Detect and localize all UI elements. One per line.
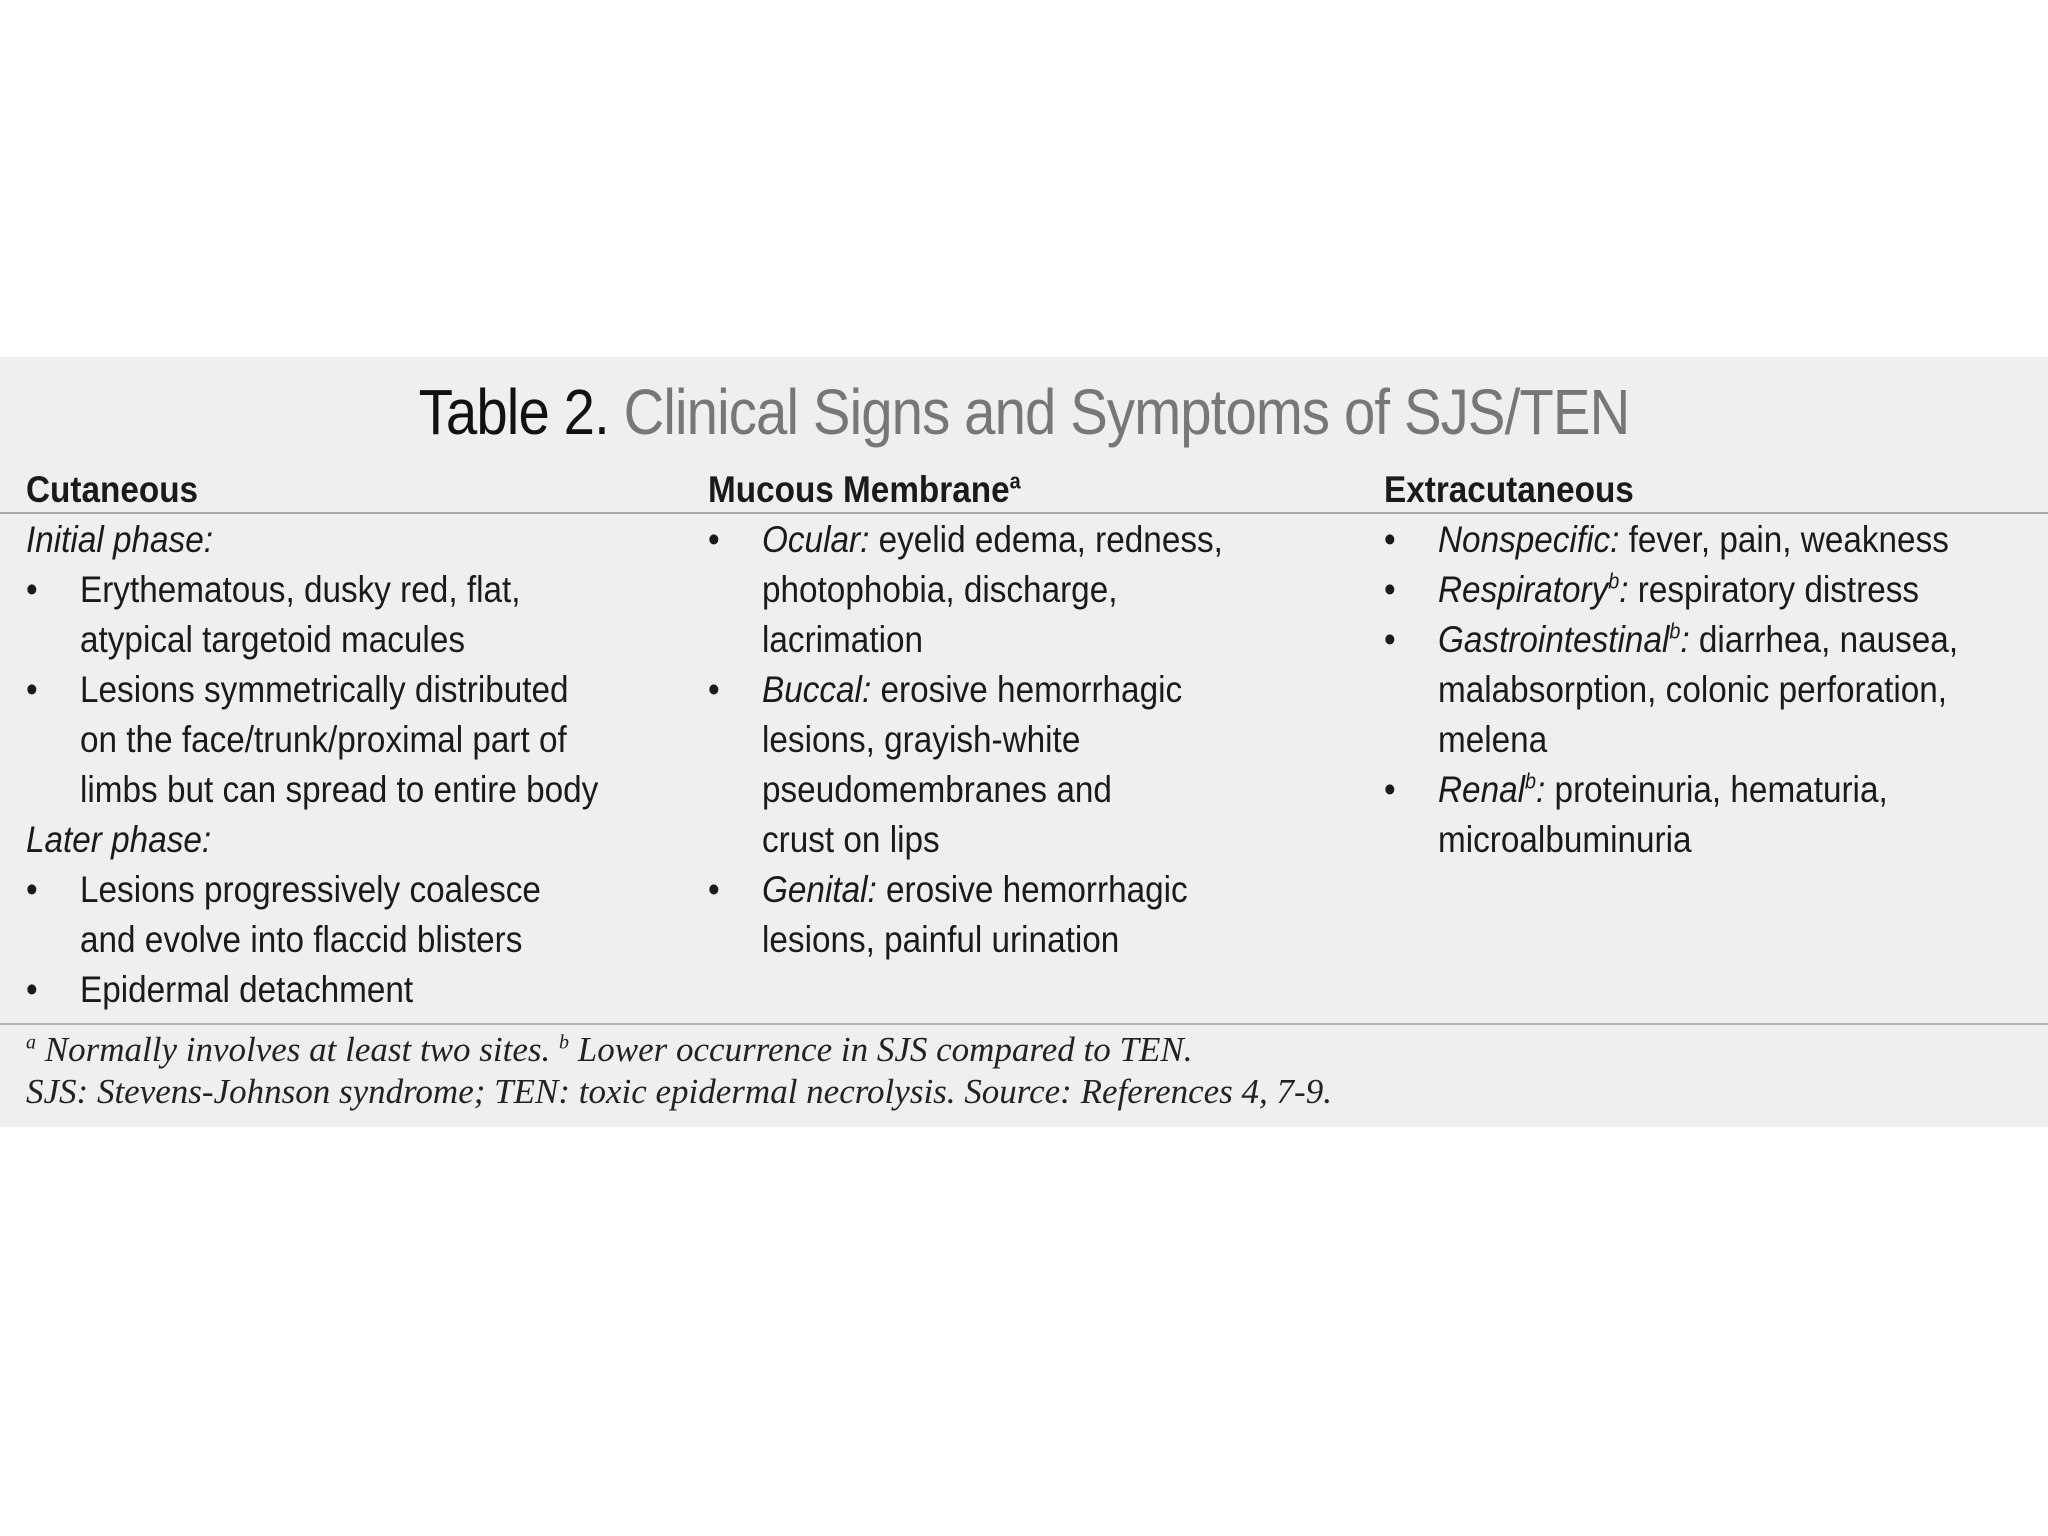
bullet: • (26, 869, 38, 910)
item-line: crust on lips (762, 819, 940, 860)
list-item (26, 665, 676, 815)
bullet: • (1384, 769, 1396, 810)
item-line: limbs but can spread to entire body (80, 769, 599, 810)
list-item (708, 515, 1358, 665)
bullet: • (1384, 619, 1396, 660)
item-line (1438, 615, 1983, 665)
column-header-mucous-membrane (708, 465, 1293, 515)
item-line: Epidermal detachment (80, 969, 414, 1010)
item-text: respiratory distress (1628, 569, 1920, 610)
initial-phase-label: Initial phase: (26, 519, 213, 560)
bullet: • (708, 669, 720, 710)
list-item (1384, 615, 2044, 765)
column-mucous-membrane (708, 465, 1358, 965)
footnote-mark-b: b (559, 1031, 570, 1054)
item-keyword: Respiratory (1438, 569, 1609, 610)
item-text: erosive hemorrhagic (871, 669, 1183, 710)
footnote-mark-b: b (1669, 618, 1681, 644)
column-cutaneous (26, 465, 676, 1015)
item-keyword: Renal (1438, 769, 1526, 810)
item-colon: : (1619, 569, 1629, 610)
footnote-line-2: SJS: Stevens-Johnson syndrome; TEN: toxic epidermal necrolysis. Source: References 4, 7-9. (26, 1072, 1332, 1111)
item-colon: : (1680, 619, 1690, 660)
item-line: on the face/trunk/proximal part of (80, 719, 567, 760)
item-line (1438, 565, 1983, 615)
item-line: lesions, grayish-white (762, 719, 1081, 760)
bullet: • (708, 869, 720, 910)
list-item (1384, 515, 2044, 565)
later-phase-label: Later phase: (26, 819, 212, 860)
item-text: eyelid edema, redness, (869, 519, 1223, 560)
bullet: • (708, 519, 720, 560)
column-extracutaneous (1384, 465, 2044, 865)
column-header-text: Mucous Membrane (708, 469, 1010, 510)
item-line: lacrimation (762, 619, 924, 660)
column-header-cutaneous: Cutaneous (26, 469, 199, 510)
item-line: Erythematous, dusky red, flat, (80, 569, 521, 610)
item-line (762, 665, 1298, 715)
table-footnote (26, 1029, 1926, 1113)
list-item (26, 565, 676, 665)
item-line (762, 515, 1298, 565)
item-text: erosive hemorrhagic (876, 869, 1188, 910)
footnote-mark-a: a (1009, 468, 1021, 494)
footnote-line-1 (26, 1029, 1926, 1071)
footnote-b-text: Lower occurrence in SJS compared to TEN. (569, 1030, 1193, 1069)
item-line (1438, 515, 1983, 565)
bullet: • (26, 669, 38, 710)
list-item (1384, 565, 2044, 615)
list-item (708, 865, 1358, 965)
item-line (762, 865, 1298, 915)
item-keyword: Buccal: (762, 669, 872, 710)
footnote-rule (0, 1023, 2048, 1025)
item-line (1438, 765, 1983, 815)
item-keyword: Genital: (762, 869, 877, 910)
list-item (26, 965, 676, 1015)
list-item (708, 665, 1358, 865)
item-line: pseudomembranes and (762, 769, 1112, 810)
item-text: proteinuria, hematuria, (1545, 769, 1888, 810)
footnote-mark-a: a (26, 1031, 36, 1054)
item-line: Lesions progressively coalesce (80, 869, 541, 910)
footnote-a-text: Normally involves at least two sites. (36, 1030, 560, 1069)
item-line: photophobia, discharge, (762, 569, 1118, 610)
footnote-mark-b: b (1525, 768, 1537, 794)
table-title (123, 375, 1925, 449)
table-number: Table 2. (418, 376, 609, 448)
item-text: diarrhea, nausea, (1689, 619, 1959, 660)
bullet: • (26, 569, 38, 610)
item-colon: : (1536, 769, 1546, 810)
item-line: lesions, painful urination (762, 919, 1120, 960)
item-keyword: Gastrointestinal (1438, 619, 1670, 660)
item-line: Lesions symmetrically distributed (80, 669, 569, 710)
table-panel (0, 357, 2048, 1127)
list-item (1384, 765, 2044, 865)
item-line: and evolve into flaccid blisters (80, 919, 523, 960)
bullet: • (1384, 519, 1396, 560)
list-item (26, 865, 676, 965)
item-keyword: Ocular: (762, 519, 870, 560)
footnote-mark-b: b (1608, 568, 1620, 594)
item-line: microalbuminuria (1438, 819, 1692, 860)
item-text: fever, pain, weakness (1619, 519, 1949, 560)
table-caption: Clinical Signs and Symptoms of SJS/TEN (623, 376, 1630, 448)
item-line: melena (1438, 719, 1548, 760)
item-line: atypical targetoid macules (80, 619, 466, 660)
bullet: • (26, 969, 38, 1010)
item-line: malabsorption, colonic perforation, (1438, 669, 1948, 710)
item-keyword: Nonspecific: (1438, 519, 1620, 560)
column-header-extracutaneous: Extracutaneous (1384, 469, 1634, 510)
bullet: • (1384, 569, 1396, 610)
